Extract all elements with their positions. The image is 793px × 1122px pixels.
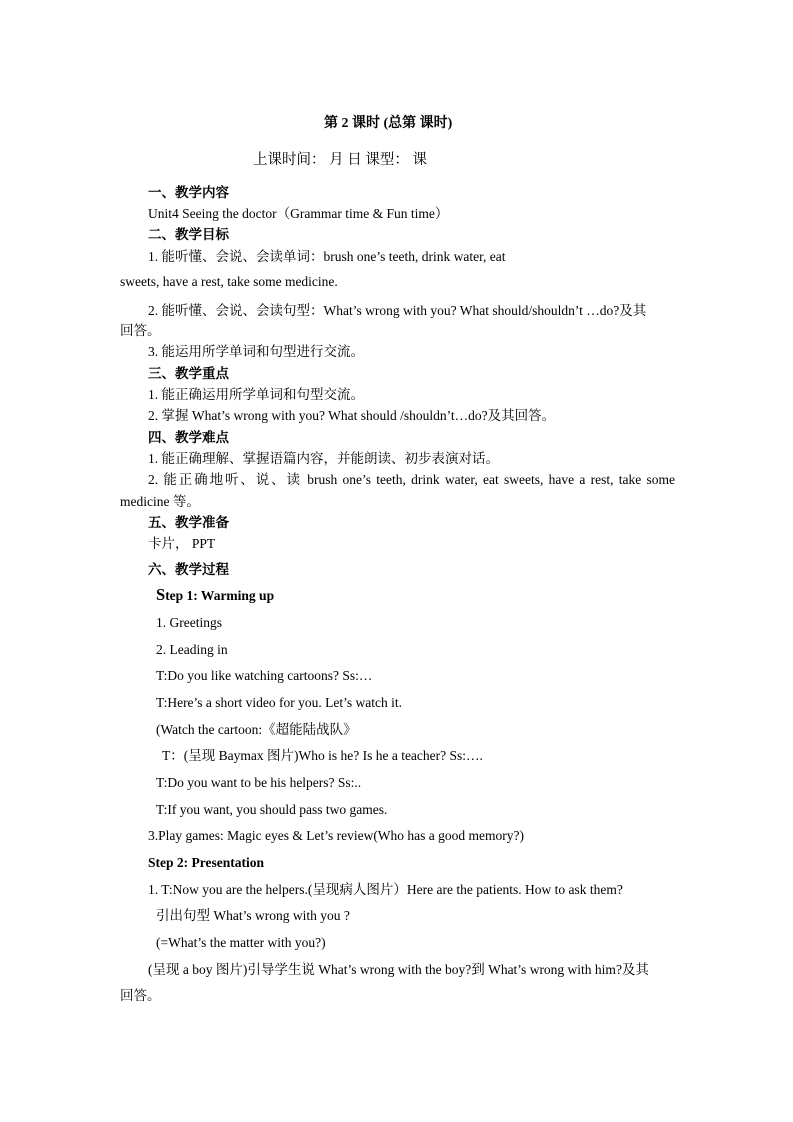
lesson-title: 第 2 课时 (总第 课时)	[324, 116, 453, 131]
step-1-line: 1. Greetings	[156, 615, 222, 630]
step-2-line: (=What’s the matter with you?)	[156, 935, 326, 950]
step-2-line: 回答。	[120, 988, 161, 1003]
process-heading: 六、教学过程	[148, 562, 229, 577]
goal-2-line-1: 2. 能听懂、会说、会读句型：What’s wrong with you? What should/shouldn’t …do?及其	[148, 303, 647, 318]
step-1-line: T:If you want, you should pass two games.	[156, 802, 388, 817]
step-1-heading-initial: S	[156, 585, 166, 604]
key-point-2: 2. 掌握 What’s wrong with you? What should /shouldn’t…do?及其回答。	[148, 408, 556, 423]
goal-1-line-2: sweets, have a rest, take some medicine.	[120, 274, 338, 289]
step-2-heading: Step 2: Presentation	[148, 855, 264, 870]
preparation-text: 卡片， PPT	[148, 536, 216, 551]
step-2-line: 引出句型 What’s wrong with you ?	[156, 908, 350, 923]
step-1-line: 2. Leading in	[156, 642, 228, 657]
step-1-line: T:Do you want to be his helpers? Ss:..	[156, 775, 362, 790]
step-2-line: (呈现 a boy 图片)引导学生说 What’s wrong with the boy?到 What’s wrong with him?及其	[148, 962, 649, 977]
step-1-line: T:Here’s a short video for you. Let’s watch it.	[156, 695, 403, 710]
step-1-heading	[156, 586, 274, 605]
class-info-line: 上课时间： 月 日 课型： 课	[253, 152, 427, 168]
goals-heading: 二、教学目标	[148, 227, 229, 242]
difficulties-heading: 四、教学难点	[148, 430, 229, 445]
key-points-heading: 三、教学重点	[148, 366, 229, 381]
difficulty-2-line-2: medicine 等。	[120, 494, 200, 509]
step-1-heading-rest: tep 1: Warming up	[165, 588, 275, 603]
goal-3: 3. 能运用所学单词和句型进行交流。	[148, 344, 364, 359]
content-text: Unit4 Seeing the doctor（Grammar time & Fun time）	[148, 206, 449, 221]
key-point-1: 1. 能正确运用所学单词和句型交流。	[148, 387, 364, 402]
difficulty-1: 1. 能正确理解、掌握语篇内容，并能朗读、初步表演对话。	[148, 451, 499, 466]
step-1-line: T：(呈现 Baymax 图片)Who is he? Is he a teacher? Ss:….	[162, 748, 483, 763]
goal-1-line-1: 1. 能听懂、会说、会读单词：brush one’s teeth, drink water, eat	[148, 249, 506, 264]
preparation-heading: 五、教学准备	[148, 515, 229, 530]
step-2-line: 1. T:Now you are the helpers.(呈现病人图片）Here are the patients. How to ask them?	[148, 882, 623, 897]
step-1-line: T:Do you like watching cartoons? Ss:…	[156, 668, 373, 683]
step-1-line: 3.Play games: Magic eyes & Let’s review(Who has a good memory?)	[148, 828, 525, 843]
difficulty-2-line-1: 2. 能正确地听、说、读 brush one’s teeth, drink water, eat sweets, have a rest, take some	[148, 472, 675, 487]
content-heading: 一、教学内容	[148, 185, 229, 200]
step-1-line: (Watch the cartoon:《超能陆战队》	[156, 722, 357, 737]
goal-2-line-2: 回答。	[120, 323, 161, 338]
